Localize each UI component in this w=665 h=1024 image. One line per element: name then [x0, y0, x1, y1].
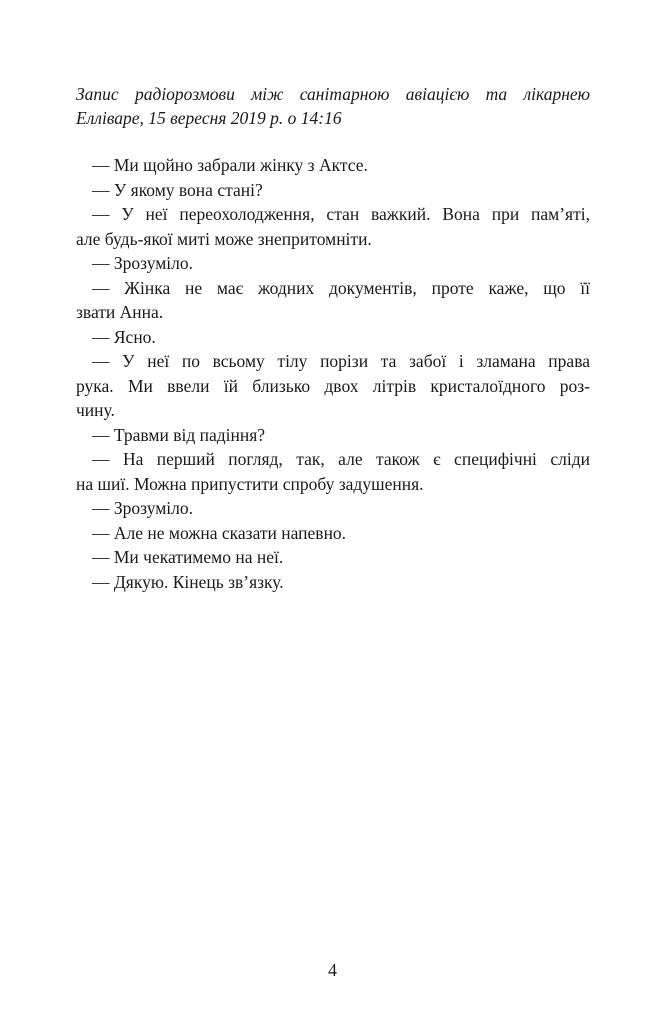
dialog-line: — Але не можна сказати напевно. — [92, 522, 347, 543]
dialog-line: — На перший погляд, так, але також є специфічні сліди — [92, 449, 590, 469]
heading-line: Елліваре, 15 вересня 2019 р. о 14:16 — [76, 108, 342, 128]
page-number: 4 — [328, 960, 337, 980]
dialog-line: на шиї. Можна припустити спробу задушення. — [76, 473, 424, 494]
dialog-line: — Травми від падіння? — [92, 424, 266, 445]
dialog-line: — Зрозуміло. — [92, 498, 194, 518]
heading-line: Запис радіорозмови між санітарною авіацією та лікарнею — [76, 84, 590, 104]
dialog-line: — У неї по всьому тілу порізи та забої і зламана права — [92, 351, 590, 371]
dialog-line: — Жінка не має жодних документів, проте каже, що її — [92, 277, 590, 298]
dialog-line: — Ясно. — [92, 326, 156, 347]
dialog-line: рука. Ми ввели їй близько двох літрів кристалоїдного роз- — [76, 375, 590, 396]
dialog-line: — Дякую. Кінець зв’язку. — [92, 571, 284, 592]
dialog-line: — У якому вона стані? — [92, 179, 263, 200]
transcript-heading — [76, 82, 590, 130]
dialog-line: — Ми щойно забрали жінку з Актсе. — [92, 155, 368, 175]
dialog-line: чину. — [76, 400, 115, 420]
dialog-transcript — [76, 153, 590, 594]
dialog-line: — У неї переохолодження, стан важкий. Вона при пам’яті, — [92, 204, 590, 224]
dialog-line: але будь-якої миті може знепритомніти. — [76, 228, 372, 249]
dialog-line: — Зрозуміло. — [92, 253, 194, 273]
dialog-line: звати Анна. — [76, 302, 164, 322]
dialog-line: — Ми чекатимемо на неї. — [92, 547, 284, 567]
